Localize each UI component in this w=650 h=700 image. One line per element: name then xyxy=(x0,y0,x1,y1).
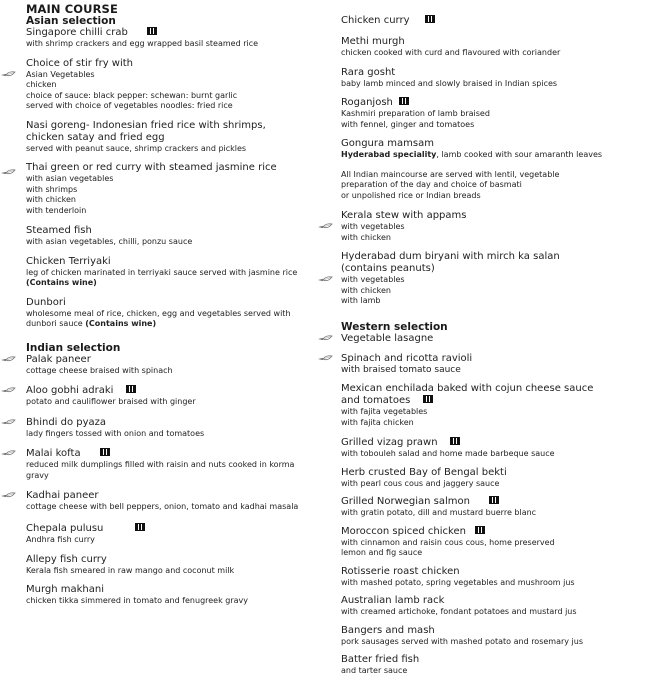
item-name: Spinach and ricotta ravioli xyxy=(341,352,473,364)
leaf-icon xyxy=(0,492,16,500)
item-name: Palak paneer xyxy=(26,353,91,365)
menu-item xyxy=(26,162,318,216)
menu-item xyxy=(26,584,318,607)
item-name: Allepy fish curry xyxy=(26,554,107,565)
item-name-cont: chicken satay and fried egg xyxy=(26,131,165,143)
item-description: baby lamb minced and slowly braised in Indian spices xyxy=(341,78,558,88)
leaf-icon xyxy=(0,387,16,395)
item-option: with fajita vegetables xyxy=(341,407,428,416)
item-name: Kerala stew with appams xyxy=(341,210,467,221)
item-description: lady fingers tossed with onion and tomatoes xyxy=(26,428,205,438)
menu-item xyxy=(26,225,318,248)
menu-item xyxy=(341,138,650,161)
menu-item xyxy=(26,58,318,112)
item-name: Steamed fish xyxy=(26,225,92,236)
item-name-cont: and tomatoes xyxy=(341,395,411,406)
item-name: Chepala pulusu xyxy=(26,522,104,534)
item-description: with shrimp crackers and egg wrapped basil steamed rice xyxy=(26,39,259,48)
chilli-icon xyxy=(425,15,435,23)
item-name: Grilled Norwegian salmon xyxy=(341,496,470,507)
item-description-cont: lemon and fig sauce xyxy=(341,548,423,557)
speciality-note: Hyderabad speciality xyxy=(341,150,437,159)
menu-item xyxy=(341,353,650,376)
chilli-icon xyxy=(399,97,409,105)
item-name: Gongura mamsam xyxy=(341,138,434,149)
allergen-note: (Contains wine) xyxy=(85,319,157,328)
menu-item xyxy=(341,496,650,519)
item-description: and tarter sauce xyxy=(341,666,408,675)
item-name-cont: (contains peanuts) xyxy=(341,263,435,274)
menu-item xyxy=(341,15,650,27)
menu-item xyxy=(26,256,318,289)
item-description: with gratin potato, dill and mustard buerre blanc xyxy=(341,508,537,517)
item-name: Murgh makhani xyxy=(26,583,105,595)
item-name: Moroccon spiced chicken xyxy=(341,525,466,537)
menu-item xyxy=(341,36,650,59)
menu-item xyxy=(341,467,650,490)
menu-item xyxy=(341,437,650,460)
item-name: Batter fried fish xyxy=(341,654,420,665)
menu-item xyxy=(341,251,650,307)
item-name: Aloo gobhi adraki xyxy=(26,385,114,396)
menu-item xyxy=(26,417,318,440)
item-description: potato and cauliflower braised with ginger xyxy=(26,397,196,406)
chilli-icon xyxy=(126,385,136,393)
indian-maincourse-note: All Indian maincourse are served with lentil, vegetable preparation of the day and choice of basmati or unpolished rice or Indian breads xyxy=(341,169,560,200)
item-name: Thai green or red curry with steamed jasmine rice xyxy=(26,162,277,173)
leaf-icon xyxy=(0,450,16,458)
leaf-icon xyxy=(0,419,16,427)
item-description: with mashed potato, spring vegetables and mushroom jus xyxy=(341,577,575,587)
menu-item xyxy=(26,523,318,546)
chilli-icon xyxy=(475,526,485,534)
item-name: Malai kofta xyxy=(26,448,81,459)
item-description: with pearl cous cous and jaggery sauce xyxy=(341,478,500,488)
item-option: with vegetables xyxy=(341,222,405,231)
left-column xyxy=(26,0,318,606)
section-heading-asian: Asian selection xyxy=(26,15,116,27)
item-name: Vegetable lasagne xyxy=(341,332,434,344)
item-name: Bangers and mash xyxy=(341,624,435,636)
item-name: Choice of stir fry with xyxy=(26,57,134,69)
menu-item xyxy=(341,383,650,428)
item-description: Kerala fish smeared in raw mango and coconut milk xyxy=(26,566,235,575)
item-name: Hyderabad dum biryani with mirch ka salan xyxy=(341,251,560,262)
allergen-note: (Contains wine) xyxy=(26,278,97,287)
item-name: Dunbori xyxy=(26,296,66,308)
item-name: Australian lamb rack xyxy=(341,595,445,606)
item-option: Asian Vegetables xyxy=(26,69,95,79)
item-description: cottage cheese with bell peppers, onion, tomato and kadhai masala xyxy=(26,502,299,511)
item-option: with asian vegetables xyxy=(26,174,114,183)
menu-item xyxy=(26,297,318,330)
item-option: served with choice of vegetables noodles: fried rice xyxy=(26,101,233,110)
item-name: Grilled vizag prawn xyxy=(341,437,438,448)
item-option: with chicken xyxy=(26,195,76,204)
menu-item xyxy=(26,448,318,481)
menu-item xyxy=(341,566,650,589)
chilli-icon xyxy=(423,395,433,403)
leaf-icon xyxy=(317,355,333,363)
menu-item xyxy=(26,120,318,155)
item-name: Mexican enchilada baked with cojun cheese sauce xyxy=(341,383,594,394)
item-description: with creamed artichoke, fondant potatoes and mustard jus xyxy=(341,607,577,616)
item-description: cottage cheese braised with spinach xyxy=(26,365,173,375)
item-name: Roganjosh xyxy=(341,97,393,108)
item-description: Kashmiri preparation of lamb braised xyxy=(341,109,490,118)
item-name: Rotisserie roast chicken xyxy=(341,565,460,577)
leaf-icon xyxy=(317,223,333,231)
menu-item xyxy=(341,595,650,618)
item-name: Methi murgh xyxy=(341,36,405,47)
chilli-icon xyxy=(450,437,460,445)
leaf-icon xyxy=(317,276,333,284)
item-description: Hyderabad speciality, lamb cooked with sour amaranth leaves xyxy=(341,150,603,159)
item-option: with chicken xyxy=(341,232,391,242)
item-name: Chicken curry xyxy=(341,15,410,26)
right-column xyxy=(341,0,650,677)
section-heading-western: Western selection xyxy=(341,320,448,333)
leaf-icon xyxy=(0,169,16,177)
item-description: with cinnamon and raisin cous cous, home preserved xyxy=(341,537,555,547)
item-name: Chicken Terriyaki xyxy=(26,255,111,267)
menu-item xyxy=(341,67,650,90)
item-option: chicken xyxy=(26,80,57,89)
item-description: reduced milk dumplings filled with raisin and nuts cooked in korma gravy xyxy=(26,460,295,480)
item-name: Singapore chilli crab xyxy=(26,27,128,38)
page-title: MAIN COURSE xyxy=(26,2,118,16)
menu-item xyxy=(341,210,650,243)
item-option: with chicken xyxy=(341,285,391,295)
menu-item xyxy=(26,27,318,50)
item-description: Andhra fish curry xyxy=(26,534,95,544)
item-description: served with peanut sauce, shrimp crackers and pickles xyxy=(26,143,247,153)
leaf-icon xyxy=(0,71,16,79)
item-option: with tenderloin xyxy=(26,205,87,215)
item-description: with asian vegetables, chilli, ponzu sauce xyxy=(26,237,193,246)
leaf-icon xyxy=(317,335,333,343)
item-description: with braised tomato sauce xyxy=(341,364,461,375)
item-description-cont: with fennel, ginger and tomatoes xyxy=(341,119,475,129)
item-option: with lamb xyxy=(341,296,381,305)
item-description: with tobouleh salad and home made barbeque sauce xyxy=(341,449,555,458)
item-name: Kadhai paneer xyxy=(26,490,99,501)
item-name: Herb crusted Bay of Bengal bekti xyxy=(341,466,507,478)
menu-item xyxy=(341,333,650,345)
item-description: pork sausages served with mashed potato and rosemary jus xyxy=(341,636,584,646)
item-name: Bhindi do pyaza xyxy=(26,416,107,428)
menu-item xyxy=(26,554,318,577)
menu-item xyxy=(26,490,318,513)
item-name: Nasi goreng- Indonesian fried rice with shrimps, xyxy=(26,119,266,131)
item-option: with shrimps xyxy=(26,184,78,194)
item-description: leg of chicken marinated in terriyaki sauce served with jasmine rice (Contains wine) xyxy=(26,267,298,287)
menu-item xyxy=(26,385,318,408)
item-option: with vegetables xyxy=(341,275,405,284)
menu-item xyxy=(26,354,318,377)
item-name: Rara gosht xyxy=(341,66,396,78)
section-heading-indian: Indian selection xyxy=(26,341,121,354)
item-description: wholesome meal of rice, chicken, egg and vegetables served with dunbori sauce (Contains wine) xyxy=(26,308,291,328)
chilli-icon xyxy=(147,27,157,35)
menu-item xyxy=(341,97,650,130)
chilli-icon xyxy=(100,448,110,456)
chilli-icon xyxy=(135,523,145,531)
menu-item xyxy=(341,654,650,677)
chilli-icon xyxy=(489,496,499,504)
item-option: choice of sauce: black pepper: schewan: burnt garlic xyxy=(26,90,238,100)
item-description: chicken tikka simmered in tomato and fenugreek gravy xyxy=(26,595,249,605)
item-description: chicken cooked with curd and flavoured with coriander xyxy=(341,48,561,57)
item-option: with fajita chicken xyxy=(341,417,414,427)
menu-item xyxy=(341,526,650,559)
leaf-icon xyxy=(0,356,16,364)
menu-item xyxy=(341,625,650,648)
